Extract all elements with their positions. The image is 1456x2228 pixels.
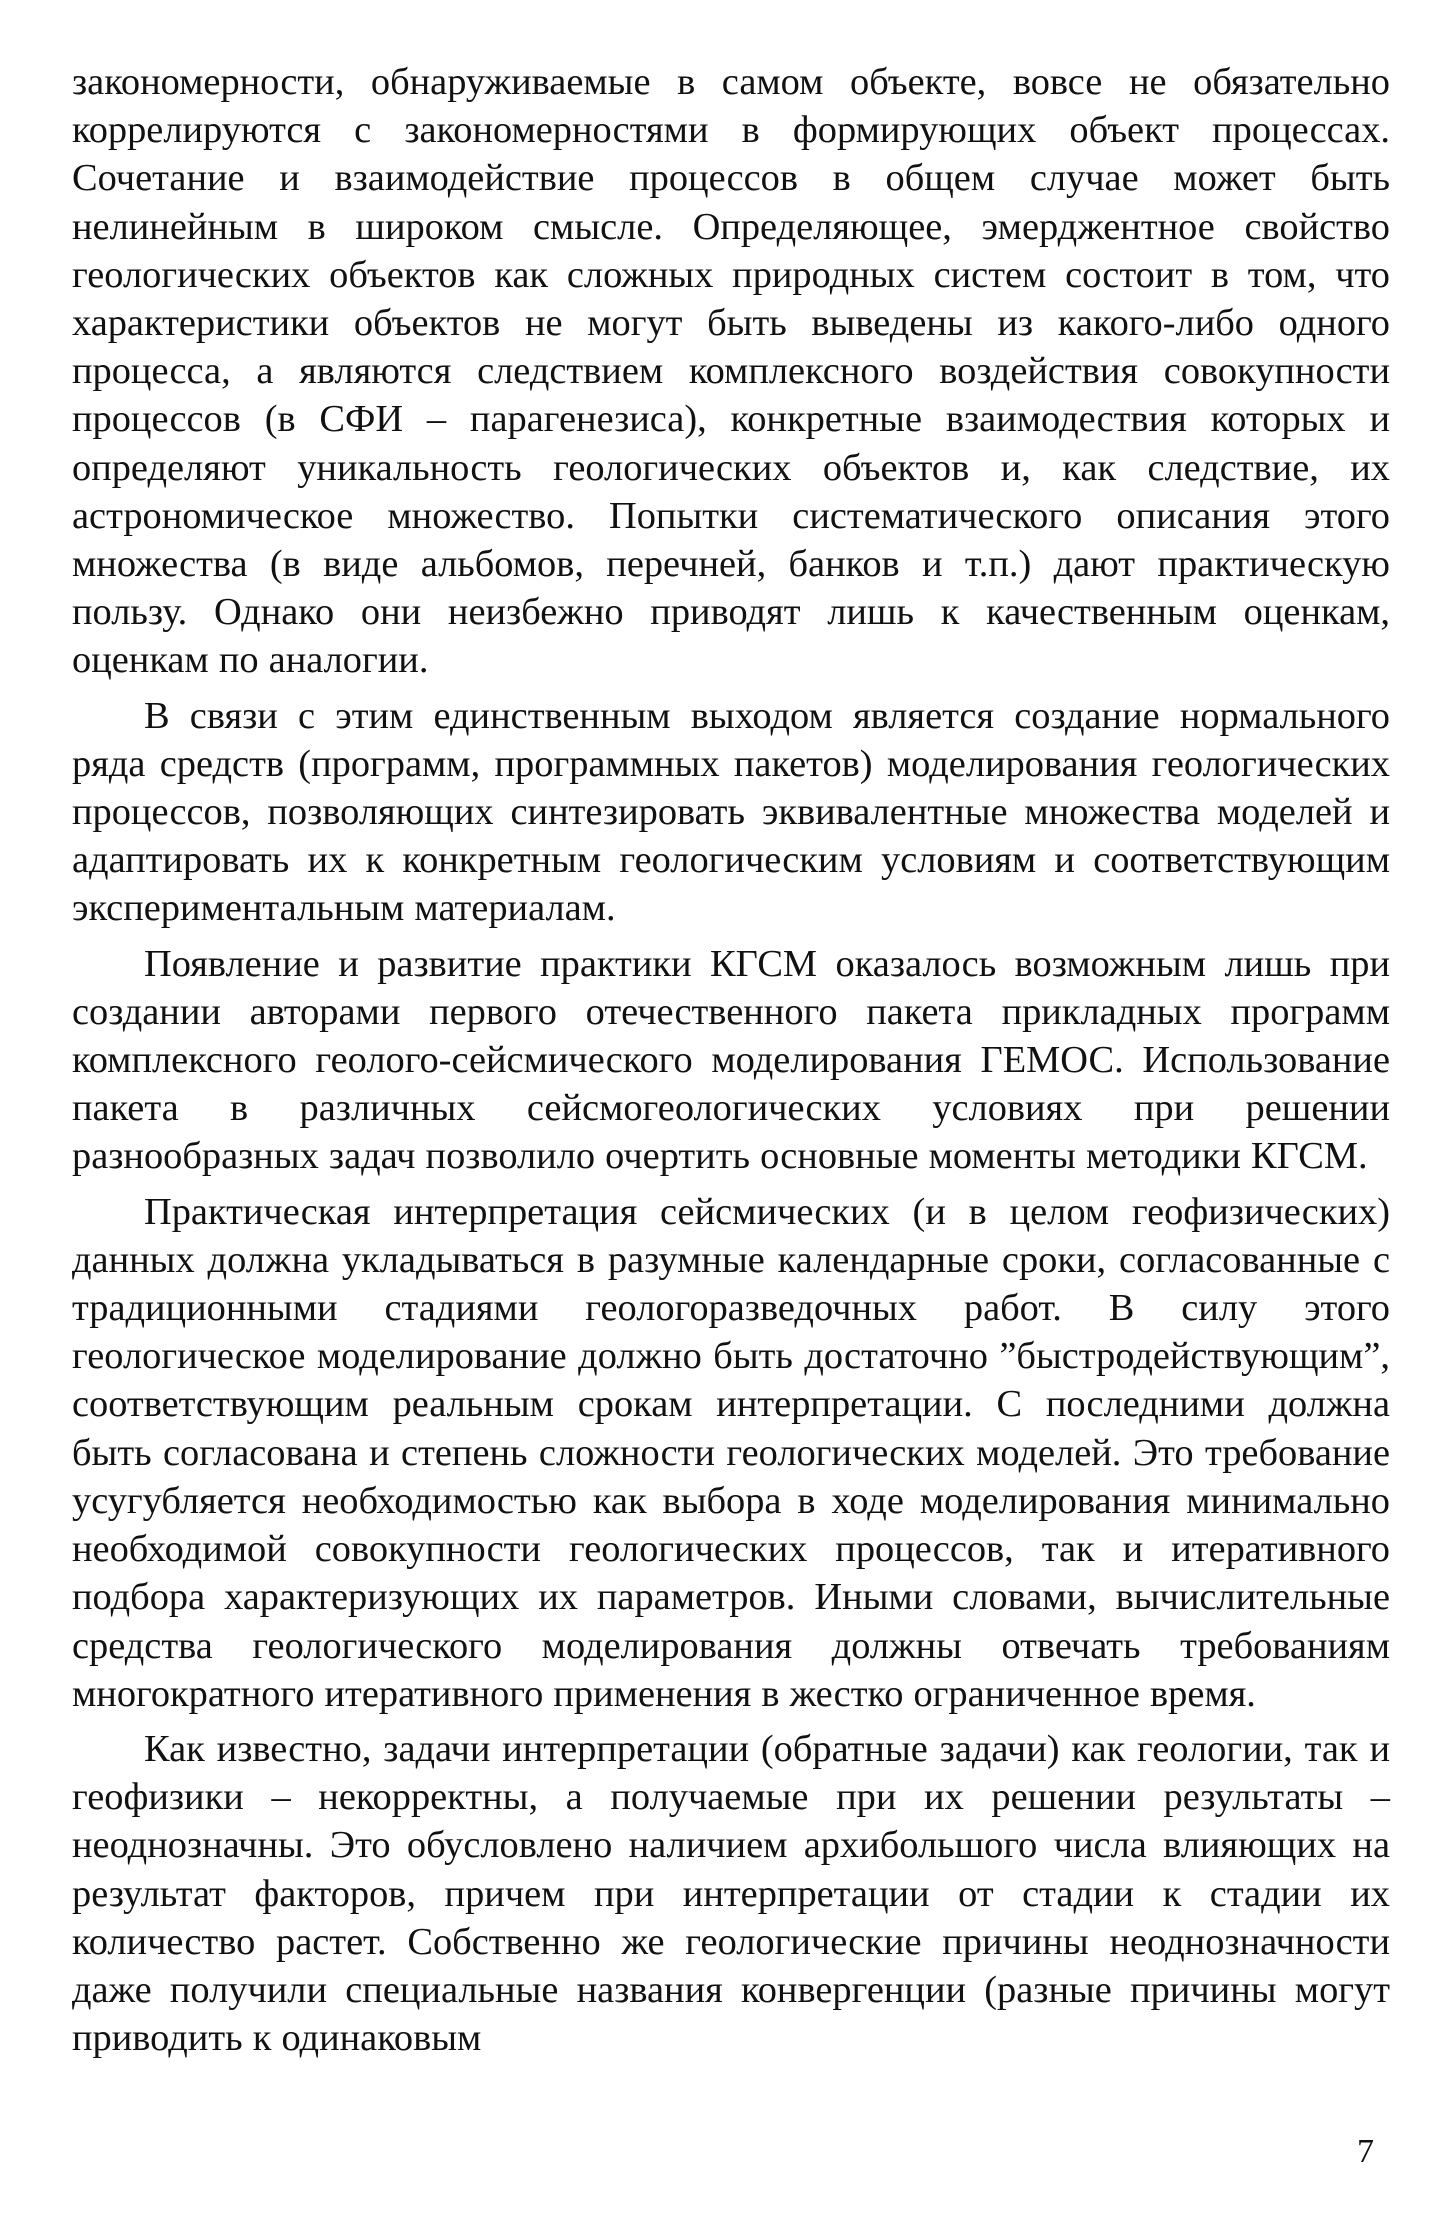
paragraph-4: Практическая интерпретация сейсмических (и в целом геофизических) данных должна укладываться в разумные календарные сроки, согласованные с традиционными стадиями геологоразведочных работ. В силу этого геологическое моделирование должно быть достаточно ”быстродействующим”, соответствующим реальным срокам интерпретации. С последними должна быть согласована и степень сложности геологических моделей. Это требование усугубляется необходимостью как выбора в ходе моделирования минимально необходимой совокупности геологических процессов, так и итеративного подбора характеризующих их параметров. Иными словами, вычислительные средства геологического моделирования должны отвечать требованиям многократного итеративного применения в жестко ограниченное время. — [72, 1190, 1390, 1715]
paragraph-5: Как известно, задачи интерпретации (обратные задачи) как геологии, так и геофизики – некорректны, а получаемые при их решении результаты – неоднозначны. Это обусловлено наличием архибольшого числа влияющих на результат факторов, причем при интерпретации от стадии к стадии их количество растет. Собственно же геологические причины неоднозначности даже получили специальные названия конвергенции (разные причины могут приводить к одинаковым — [72, 1727, 1390, 2060]
paragraph-1: закономерности, обнаруживаемые в самом объекте, вовсе не обязательно коррелируются с закономерностями в формирующих объект процессах. Сочетание и взаимодействие процессов в общем случае может быть нелинейным в широком смысле. Определяющее, эмерджентное свойство геологических объектов как сложных природных систем состоит в том, что характеристики объектов не могут быть выведены из какого-либо одного процесса, а являются следствием комплексного воздействия совокупности процессов (в СФИ – парагенезиса), конкретные взаимодествия которых и определяют уникальность геологических объектов и, как следствие, их астрономическое множество. Попытки систематического описания этого множества (в виде альбомов, перечней, банков и т.п.) дают практическую пользу. Однако они неизбежно приводят лишь к качественным оценкам, оценкам по аналогии. — [72, 61, 1390, 682]
paragraph-3: Появление и развитие практики КГСМ оказалось возможным лишь при создании авторами первого отечественного пакета прикладных программ комплексного геолого-сейсмического моделирования ГЕМОС. Использование пакета в различных сейсмогеологических условиях при решении разнообразных задач позволило очертить основные моменты методики КГСМ. — [72, 942, 1390, 1178]
page-body — [72, 58, 1390, 2062]
page-number: 7 — [1357, 2133, 1374, 2170]
paragraph-2: В связи с этим единственным выходом является создание нормального ряда средств (программ, программных пакетов) моделирования геологических процессов, позволяющих синтезировать эквивалентные множества моделей и адаптировать их к конкретным геологическим условиям и соответствующим экспериментальным материалам. — [72, 694, 1390, 930]
